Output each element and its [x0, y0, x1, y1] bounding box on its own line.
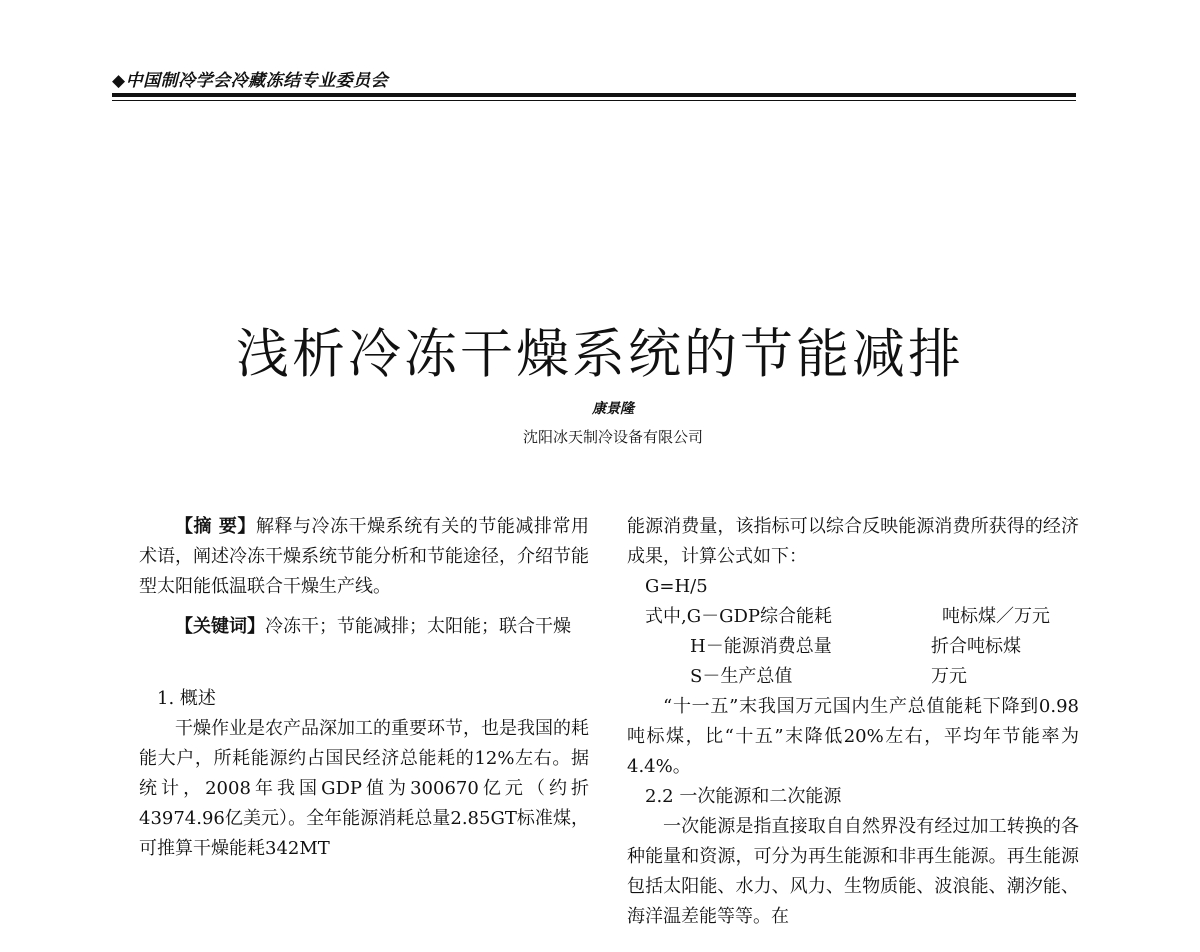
definition-term: S－生产总值: [690, 666, 793, 687]
definition-unit: 折合吨标煤: [931, 636, 1021, 657]
keywords: [139, 612, 589, 642]
header-rule-thin: [112, 100, 1076, 101]
definition-row: [627, 662, 1079, 692]
abstract: [139, 512, 589, 602]
left-column: [139, 512, 589, 864]
section-heading: 1. 概述: [157, 688, 216, 709]
definition-unit: 万元: [931, 666, 967, 687]
definition-unit: 吨标煤／万元: [942, 606, 1050, 627]
abstract-text: 解释与冷冻干燥系统有关的节能减排常用术语，阐述冷冻干燥系统节能分析和节能途径，介绍节能型太阳能低温联合干燥生产线。: [139, 516, 589, 597]
author-name: 康景隆: [592, 401, 634, 417]
journal-header: ◆中国制冷学会冷藏冻结专业委员会: [112, 71, 389, 91]
author-affiliation: 沈阳冰天制冷设备有限公司: [522, 428, 703, 446]
keywords-text: 冷冻干；节能减排；太阳能；联合干燥: [265, 616, 571, 637]
keywords-label: 【关键词】: [175, 616, 265, 637]
definition-term: H－能源消费总量: [690, 636, 832, 657]
definition-row: [627, 602, 1079, 632]
definition-row: [627, 632, 1079, 662]
paragraph-continued: 能源消费量，该指标可以综合反映能源消费所获得的经济成果，计算公式如下：: [627, 516, 1079, 567]
right-column: [627, 512, 1079, 932]
article-title: 浅析冷冻干燥系统的节能减排: [236, 323, 964, 385]
abstract-label: 【摘 要】: [175, 516, 256, 537]
section-paragraph: 干燥作业是农产品深加工的重要环节，也是我国的耗能大户，所耗能源约占国民经济总能耗的12%左右。据统计，2008年我国GDP值为300670亿元（约折43974.96亿美元）。全年能源消耗总量2.85GT标准煤，可推算干燥能耗342MT: [139, 718, 589, 859]
subsection-heading: 2.2 一次能源和二次能源: [645, 786, 842, 807]
paragraph: 一次能源是指直接取自自然界没有经过加工转换的各种能量和资源，可分为再生能源和非再生能源。再生能源包括太阳能、水力、风力、生物质能、波浪能、潮汐能、海洋温差能等等。在: [627, 816, 1079, 927]
header-rule-thick: [112, 93, 1076, 97]
definition-term: 式中,G－GDP综合能耗: [645, 606, 833, 627]
formula: G=H/5: [645, 576, 708, 597]
paragraph: “十一五”末我国万元国内生产总值能耗下降到0.98吨标煤，比“十五”末降低20%左右，平均年节能率为4.4%。: [627, 696, 1079, 777]
